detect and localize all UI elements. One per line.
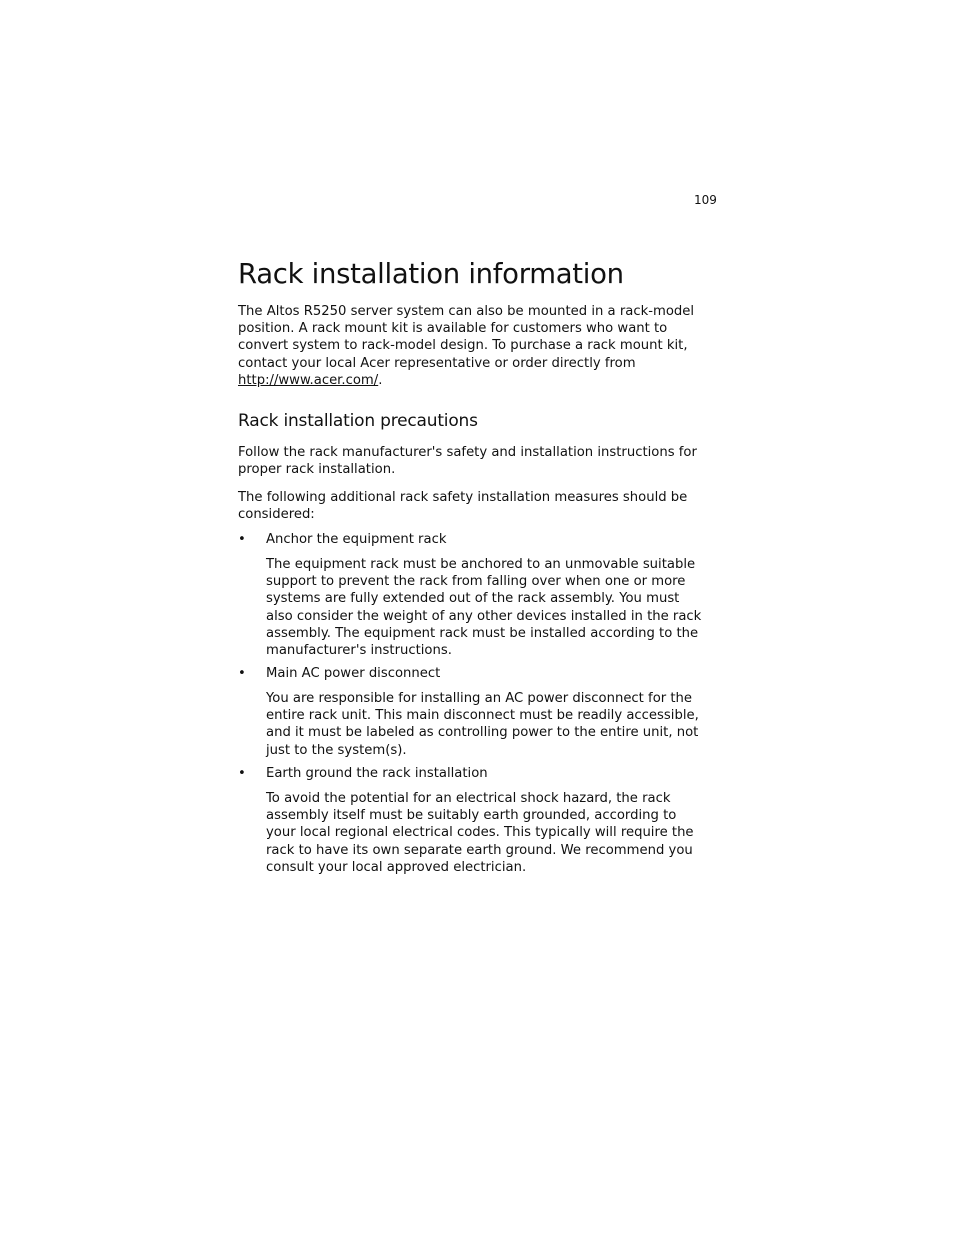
bullet-label: Earth ground the rack installation (266, 766, 488, 781)
bullet-label: Main AC power disconnect (266, 666, 441, 681)
bullet-label: Anchor the equipment rack (266, 532, 447, 547)
bullet-icon: • (238, 666, 246, 681)
bullet-description: The equipment rack must be anchored to an unmovable suitable support to prevent the rack from falling over when one or more systems are fully extended out of the rack assembly. You must also consider the weight of any other devices installed in the rack assembly. The equipment rack must be installed according to the manufacturer's instructions. (266, 557, 702, 659)
bullet-description: To avoid the potential for an electrical shock hazard, the rack assembly itself must be suitably earth grounded, according to your local regional electrical codes. This typically will require the rack to have its own separate earth ground. We recommend you consult your local approved electrician. (266, 791, 694, 875)
section-paragraph-2: The following additional rack safety installation measures should be considered: (238, 490, 688, 523)
section-title: Rack installation precautions (238, 411, 478, 431)
intro-paragraph (238, 303, 708, 389)
bullet-description: You are responsible for installing an AC power disconnect for the entire rack unit. This main disconnect must be readily accessible, and it must be labeled as controlling power to the entire unit, not just to the system(s). (266, 691, 699, 758)
page-number: 109 (694, 193, 717, 207)
section-paragraph-1: Follow the rack manufacturer's safety and installation instructions for proper rack installation. (238, 445, 697, 478)
bullet-icon: • (238, 766, 246, 781)
intro-trailing-period: . (378, 372, 383, 388)
acer-website-link[interactable]: http://www.acer.com/ (238, 372, 379, 388)
bullet-icon: • (238, 532, 246, 547)
page-title: Rack installation information (238, 258, 624, 290)
intro-text: The Altos R5250 server system can also be mounted in a rack-model position. A rack mount kit is available for customers who want to convert system to rack-model design. To purchase a rack mount kit, contact your local Acer representative or order directly from (238, 304, 695, 371)
